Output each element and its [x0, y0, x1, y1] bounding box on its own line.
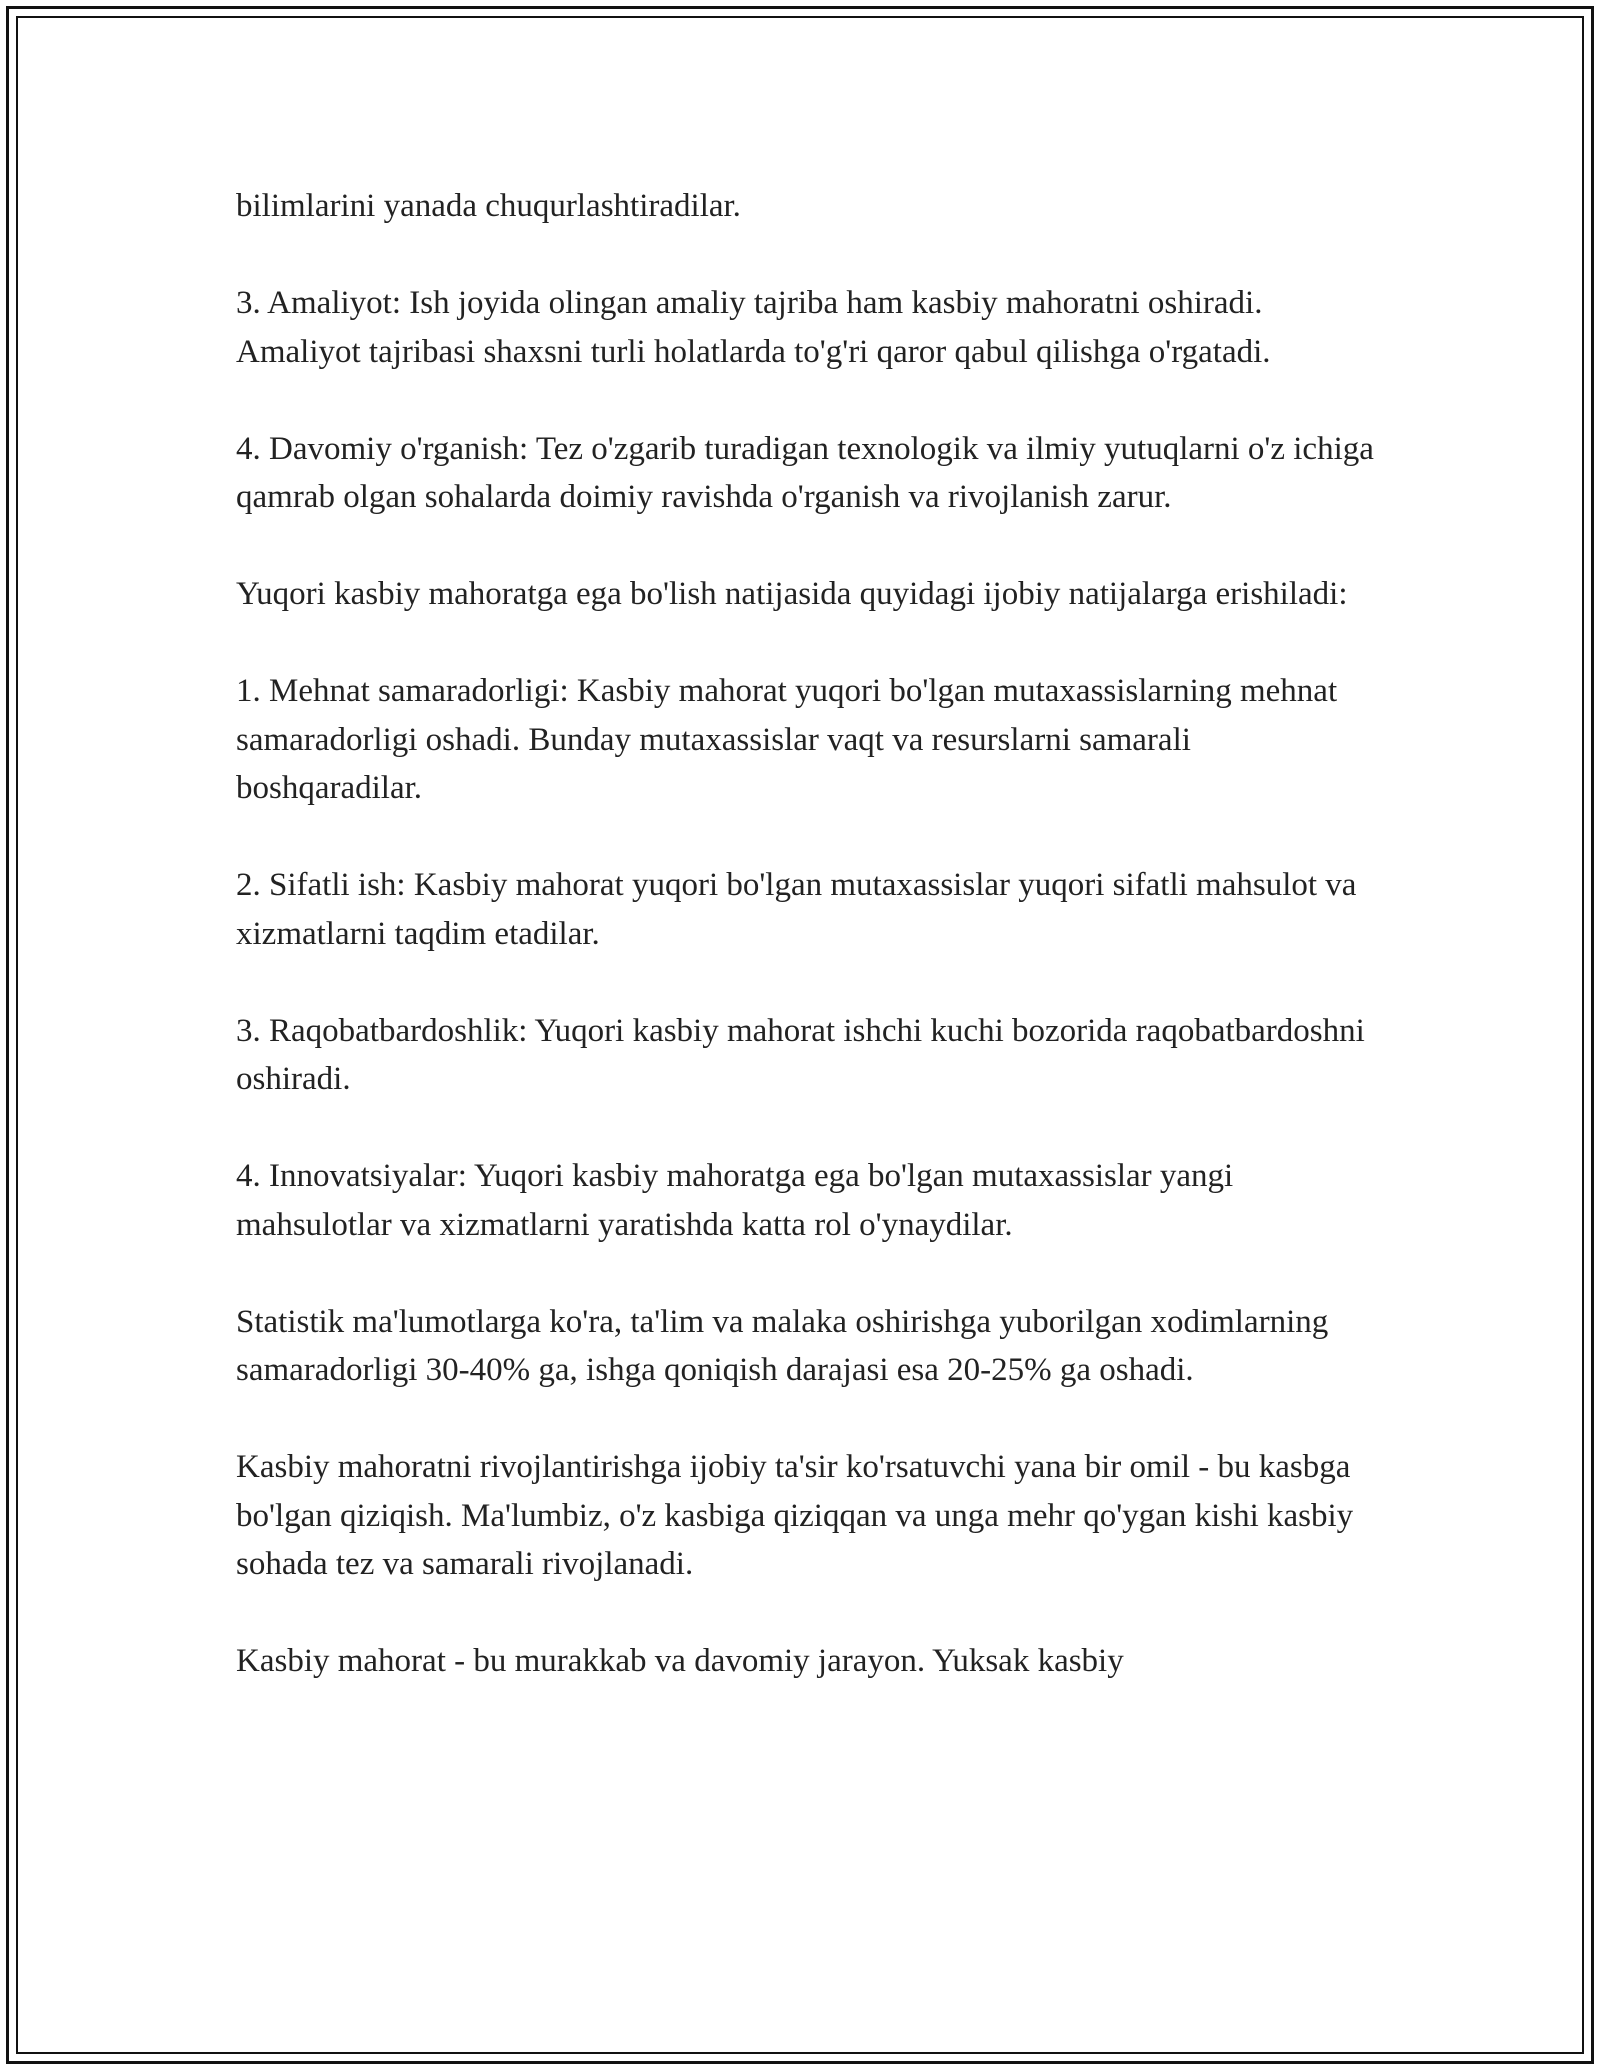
paragraph-2: 3. Amaliyot: Ish joyida olingan amaliy tajriba ham kasbiy mahoratni oshiradi. Amaliyot tajribasi shaxsni turli holatlarda to'g'ri qaror qabul qilishga o'rgatadi.	[236, 285, 1271, 370]
paragraph-10: Kasbiy mahoratni rivojlantirishga ijobiy ta'sir ko'rsatuvchi yana bir omil - bu kasbga bo'lgan qiziqish. Ma'lumbiz, o'z kasbiga qiziqqan va unga mehr qo'ygan kishi kasbiy sohada tez va samarali rivojlanadi.	[236, 1449, 1354, 1582]
paragraph-9: Statistik ma'lumotlarga ko'ra, ta'lim va malaka oshirishga yuborilgan xodimlarning samaradorligi 30-40% ga, ishga qoniqish darajasi esa 20-25% ga oshadi.	[236, 1303, 1329, 1388]
paragraph-5: 1. Mehnat samaradorligi: Kasbiy mahorat yuqori bo'lgan mutaxassislarning mehnat samaradorligi oshadi. Bunday mutaxassislar vaqt va resurslarni samarali boshqaradilar.	[236, 673, 1338, 806]
paragraph-3: 4. Davomiy o'rganish: Tez o'zgarib turadigan texnologik va ilmiy yutuqlarni o'z ichiga qamrab olgan sohalarda doimiy ravishda o'rganish va rivojlanish zarur.	[236, 430, 1374, 515]
paragraph-8: 4. Innovatsiyalar: Yuqori kasbiy mahoratga ega bo'lgan mutaxassislar yangi mahsulotlar va xizmatlarni yaratishda katta rol o'ynaydilar.	[236, 1158, 1234, 1243]
paragraph-11: Kasbiy mahorat - bu murakkab va davomiy jarayon. Yuksak kasbiy	[236, 1643, 1124, 1679]
paragraph-6: 2. Sifatli ish: Kasbiy mahorat yuqori bo'lgan mutaxassislar yuqori sifatli mahsulot va xizmatlarni taqdim etadilar.	[236, 867, 1357, 952]
document-body	[236, 182, 1376, 1686]
paragraph-1: bilimlarini yanada chuqurlashtiradilar.	[236, 188, 741, 224]
paragraph-7: 3. Raqobatbardoshlik: Yuqori kasbiy mahorat ishchi kuchi bozorida raqobatbardoshni oshiradi.	[236, 1012, 1365, 1097]
paragraph-4: Yuqori kasbiy mahoratga ega bo'lish natijasida quyidagi ijobiy natijalarga erishiladi:	[236, 576, 1348, 612]
